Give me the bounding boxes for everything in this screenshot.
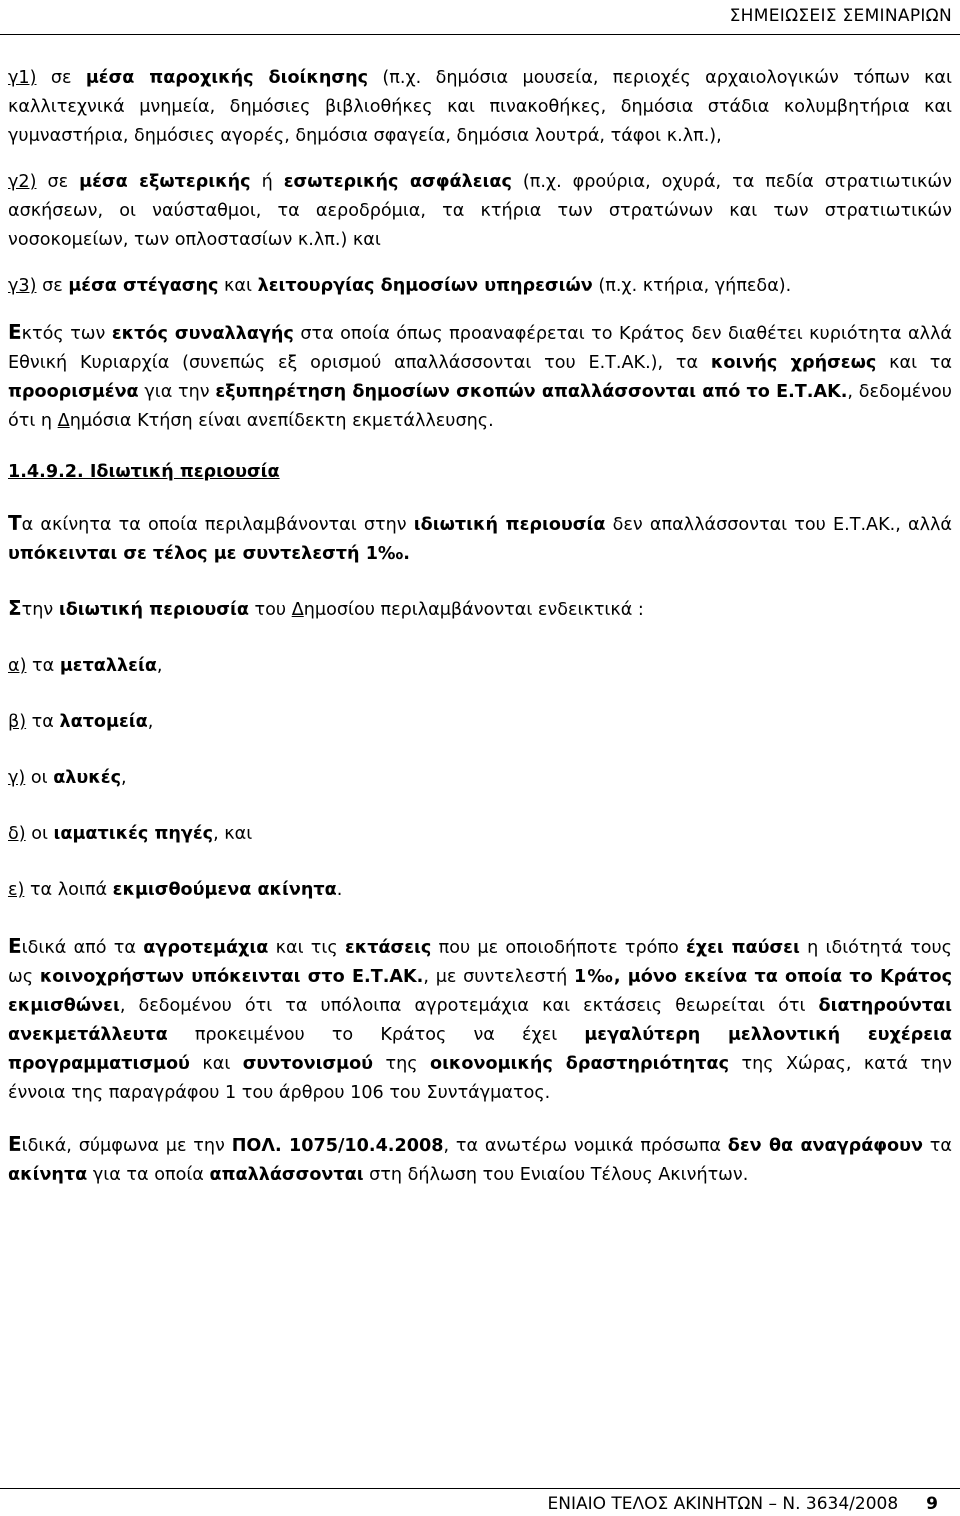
list-item [8,764,952,793]
text: ή [250,172,284,192]
text: την [21,600,59,620]
paragraph-exceptions [8,318,952,436]
drop-initial: Ε [8,1132,22,1156]
text: , και [213,824,253,844]
emphasis: ιδιωτική περιουσία [58,600,249,620]
list-label: β) [8,712,27,732]
text: κτός των [21,324,112,344]
text: α ακίνητα τα οποία περιλαμβάνονται στην [21,515,414,535]
list-label: δ) [8,824,26,844]
paragraph-private-property [8,509,952,569]
emphasis: λειτουργίας δημοσίων υπηρεσιών [257,276,593,296]
text: για τα οποία [87,1165,210,1185]
emphasis: 1‰, μόνο εκείνα τα οποία το Κράτος εκμισθώνει [8,967,953,1016]
header-rule [0,34,960,35]
text: προκειμένου το Κράτος να έχει [167,1025,585,1045]
text: (π.χ. δημόσια μουσεία, περιοχές αρχαιολογικών τόπων και καλλιτεχνικά μνημεία, δημόσιες βιβλιοθήκες και πινακοθήκες, δημόσια στάδια κολυμβητήρια και γυμναστήρια, δημόσιες αγορές, δημόσια σφαγεία, δημόσια λουτρά, τάφοι κ.λπ.), [8,68,952,146]
emphasis: ιδιωτική περιουσία [413,515,606,535]
section-heading [8,458,952,487]
text: και τις [268,938,345,958]
paragraph-pol-circular [8,1130,952,1190]
emphasis: ακίνητα [8,1165,88,1185]
list-item [8,652,952,681]
drop-initial: Τ [8,511,22,535]
text: , [156,656,163,676]
text: ιδικά, σύμφωνα με την [21,1136,232,1156]
emphasis: μέσα παροχικής διοίκησης [85,68,369,88]
drop-initial: Σ [8,596,22,620]
label-g3: γ3) [8,276,37,296]
text: τα λοιπά [24,880,113,900]
text: , τα ανωτέρω νομικά πρόσωπα [443,1136,728,1156]
text: , [147,712,154,732]
page-content [8,64,952,1190]
emphasis: αλυκές [53,768,122,788]
text: σε [36,276,69,296]
emphasis: μεταλλεία [59,656,157,676]
text: (π.χ. κτήρια, γήπεδα). [592,276,792,296]
text: τα [26,712,60,732]
text: της [373,1054,430,1074]
emphasis: ΠΟΛ. 1075/10.4.2008 [231,1136,444,1156]
emphasis: εξυπηρέτηση δημοσίων σκοπών απαλλάσσονται από το Ε.Τ.ΑΚ. [215,382,848,402]
emphasis: υπόκεινται σε τέλος με συντελεστή 1‰. [8,544,410,564]
emphasis: μέσα εξωτερικής [79,172,251,192]
emphasis: απαλλάσσονται [209,1165,364,1185]
list-item [8,876,952,905]
emphasis: μέσα στέγασης [68,276,219,296]
text: η ιδιότητά τους ως [8,938,952,987]
label-g1: γ1) [8,68,37,88]
text: της Χώρας, κατά την έννοια της παραγράφου 1 του άρθρου 106 του Συντάγματος. [8,1054,953,1103]
running-header: ΣΗΜΕΙΩΣΕΙΣ ΣΕΜΙΝΑΡΙΩΝ [729,6,952,26]
underlined-letter: Δ [291,600,304,620]
text: , δεδομένου ότι τα υπόλοιπα αγροτεμάχια και εκτάσεις θεωρείται ότι [119,996,819,1016]
footer-title: ΕΝΙΑΙΟ ΤΕΛΟΣ ΑΚΙΝΗΤΩΝ – Ν. 3634/2008 [547,1494,899,1514]
text: στα οποία όπως προαναφέρεται το Κράτος δεν διαθέτει κυριότητα αλλά Εθνική Κυριαρχία (συνεπώς εξ ορισμού απαλλάσσονται του Ε.Τ.ΑΚ.), τα [8,324,953,373]
emphasis: εκτός συναλλαγής [111,324,294,344]
text: (π.χ. φρούρια, οχυρά, τα πεδία στρατιωτικών ασκήσεων, οι ναύσταθμοι, τα αεροδρόμια, τα κτήρια των στρατώνων και των στρατιωτικών νοσοκομείων, των οπλοστασίων κ.λπ.) και [8,172,952,250]
text: οι [25,768,54,788]
text: οι [25,824,54,844]
label-g2: γ2) [8,172,37,192]
emphasis: δεν θα αναγράφουν [727,1136,923,1156]
text: και [189,1054,243,1074]
text: ημοσίου περιλαμβάνονται ενδεικτικά : [303,600,644,620]
text: σε [36,172,80,192]
drop-initial: Ε [8,934,22,958]
emphasis: προορισμένα [8,382,139,402]
running-footer [548,1494,939,1514]
list-item [8,820,952,849]
section-title: 1.4.9.2. Ιδιωτική περιουσία [8,462,280,482]
list-label: γ) [8,768,26,788]
list-label: ε) [8,880,25,900]
underlined-letter: Δ [57,411,70,431]
text: δεν απαλλάσσονται του Ε.Τ.ΑΚ., αλλά [605,515,952,535]
emphasis: εκτάσεις [344,938,432,958]
text: και [218,276,258,296]
emphasis: διατηρούνται ανεκμετάλλευτα [8,996,952,1045]
emphasis: κοινής χρήσεως [710,353,877,373]
emphasis: συντονισμού [242,1054,374,1074]
text: , δεδομένου ότι η [8,382,952,431]
emphasis: αγροτεμάχια [143,938,269,958]
emphasis: εσωτερικής ασφάλειας [283,172,512,192]
text: , με συντελεστή [423,967,574,987]
page-number: 9 [926,1494,938,1514]
drop-initial: Ε [8,320,22,344]
emphasis: λατομεία [59,712,148,732]
text: του [248,600,292,620]
emphasis: οικονομικής δραστηριότητας [429,1054,730,1074]
text: τα [923,1136,952,1156]
list-item [8,708,952,737]
paragraph-land-parcels [8,932,952,1108]
text: στη δήλωση του Ενιαίου Τέλους Ακινήτων. [363,1165,749,1185]
emphasis: έχει παύσει [686,938,800,958]
text: , [121,768,127,788]
text: τα [26,656,60,676]
paragraph-g3 [8,272,952,301]
text: ιδικά από τα [21,938,144,958]
paragraph-list-intro [8,594,952,625]
footer-rule [0,1488,960,1489]
emphasis: μεγαλύτερη μελλοντική ευχέρεια προγραμματισμού [8,1025,952,1074]
list-label: α) [8,656,27,676]
text: σε [36,68,86,88]
paragraph-g2 [8,168,952,255]
text: . [336,880,343,900]
text: που με οποιοδήποτε τρόπο [431,938,686,958]
emphasis: κοινοχρήστων υπόκεινται στο Ε.Τ.ΑΚ. [39,967,424,987]
emphasis: ιαματικές πηγές [53,824,214,844]
text: ημόσια Κτήση είναι ανεπίδεκτη εκμετάλλευσης. [69,411,494,431]
emphasis: εκμισθούμενα ακίνητα [112,880,337,900]
paragraph-g1 [8,64,952,151]
text: και τα [876,353,952,373]
text: για την [138,382,216,402]
